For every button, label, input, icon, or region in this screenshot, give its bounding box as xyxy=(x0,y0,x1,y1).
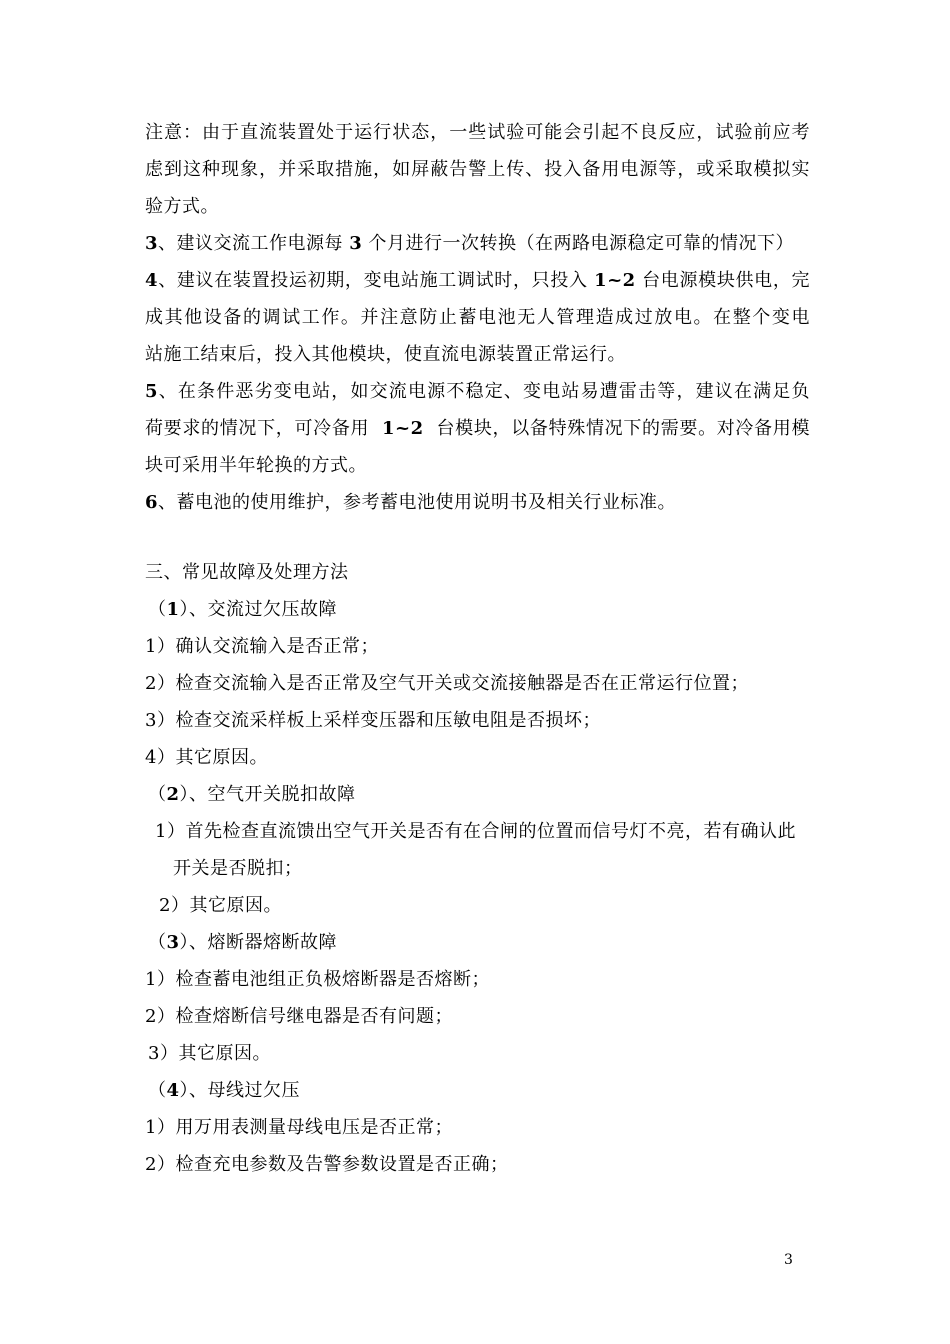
section-title: 三、常见故障及处理方法 xyxy=(145,562,349,583)
item-4-line-1 xyxy=(145,262,810,299)
fault-4-step-2: 2）检查充电参数及告警参数设置是否正确； xyxy=(145,1154,509,1175)
fault-heading-3 xyxy=(145,924,810,961)
item-5-line-2 xyxy=(145,410,810,447)
fault-2-step-2: 2）其它原因。 xyxy=(159,895,282,916)
fault-heading-number: 3 xyxy=(166,932,180,953)
item-5-text: 、在条件恶劣变电站，如交流电源不稳定、变电站易遭雷击等，建议在满足负 xyxy=(158,381,810,402)
fault-heading-prefix: （ xyxy=(148,784,167,805)
note-line-3: 验方式。 xyxy=(145,196,219,217)
fault-heading-prefix: （ xyxy=(148,1080,167,1101)
fault-heading-prefix: （ xyxy=(148,932,167,953)
fault-3-step-3: 3）其它原因。 xyxy=(148,1043,271,1064)
note-line-1: 注意：由于直流装置处于运行状态，一些试验可能会引起不良反应，试验前应考 xyxy=(145,122,810,143)
item-4-text-b: 台电源模块供电，完 xyxy=(642,270,811,291)
fault-heading-text: ）、母线过欠压 xyxy=(179,1080,301,1101)
fault-heading-4 xyxy=(145,1072,810,1109)
fault-1-step-2: 2）检查交流输入是否正常及空气开关或交流接触器是否在正常运行位置； xyxy=(145,673,749,694)
fault-1-step-3: 3）检查交流采样板上采样变压器和压敏电阻是否损坏； xyxy=(145,710,601,731)
item-4-bold: 1~2 xyxy=(594,270,636,291)
fault-heading-2 xyxy=(145,776,810,813)
fault-heading-text: ）、空气开关脱扣故障 xyxy=(179,784,356,805)
fault-1-step-4: 4）其它原因。 xyxy=(145,747,268,768)
item-5-line-1 xyxy=(145,373,810,410)
item-5-text-a: 荷要求的情况下，可冷备用 xyxy=(145,418,370,439)
fault-heading-number: 2 xyxy=(166,784,180,805)
fault-heading-1 xyxy=(145,591,810,628)
page-number: 3 xyxy=(784,1252,793,1268)
fault-2-step-1-cont: 开关是否脱扣； xyxy=(173,858,303,879)
item-3-text: 、建议交流工作电源每 xyxy=(158,233,344,254)
item-6 xyxy=(145,484,810,521)
fault-1-step-1: 1）确认交流输入是否正常； xyxy=(145,636,379,657)
fault-3-step-2: 2）检查熔断信号继电器是否有问题； xyxy=(145,1006,453,1027)
item-4-number: 4 xyxy=(145,270,159,291)
item-3-number: 3 xyxy=(145,233,159,254)
item-4-text-a: 、建议在装置投运初期，变电站施工调试时，只投入 xyxy=(158,270,588,291)
fault-heading-text: ）、熔断器熔断故障 xyxy=(179,932,338,953)
item-6-number: 6 xyxy=(145,492,159,513)
fault-4-step-1: 1）用万用表测量母线电压是否正常； xyxy=(145,1117,453,1138)
item-5-number: 5 xyxy=(145,381,159,402)
note-line-2: 虑到这种现象，并采取措施，如屏蔽告警上传、投入备用电源等，或采取模拟实 xyxy=(145,159,810,180)
fault-heading-number: 4 xyxy=(166,1080,180,1101)
item-3 xyxy=(145,225,810,262)
item-3-text-2: 个月进行一次转换（在两路电源稳定可靠的情况下） xyxy=(368,233,795,254)
fault-heading-prefix: （ xyxy=(148,599,167,620)
item-5-bold: 1~2 xyxy=(382,418,424,439)
page-content xyxy=(145,114,810,1183)
spacer xyxy=(145,521,810,554)
item-5-text-b: 台模块，以备特殊情况下的需要。对冷备用模 xyxy=(436,418,810,439)
fault-heading-number: 1 xyxy=(166,599,180,620)
item-6-text: 、蓄电池的使用维护，参考蓄电池使用说明书及相关行业标准。 xyxy=(158,492,677,513)
fault-2-step-1: 1）首先检查直流馈出空气开关是否有在合闸的位置而信号灯不亮，若有确认此 xyxy=(155,821,796,842)
fault-3-step-1: 1）检查蓄电池组正负极熔断器是否熔断； xyxy=(145,969,490,990)
fault-heading-text: ）、交流过欠压故障 xyxy=(179,599,338,620)
item-3-bold: 3 xyxy=(349,233,363,254)
item-5-line-3: 块可采用半年轮换的方式。 xyxy=(145,455,367,476)
item-4-line-2: 成其他设备的调试工作。并注意防止蓄电池无人管理造成过放电。在整个变电 xyxy=(145,307,810,328)
item-4-line-3: 站施工结束后，投入其他模块，使直流电源装置正常运行。 xyxy=(145,344,626,365)
